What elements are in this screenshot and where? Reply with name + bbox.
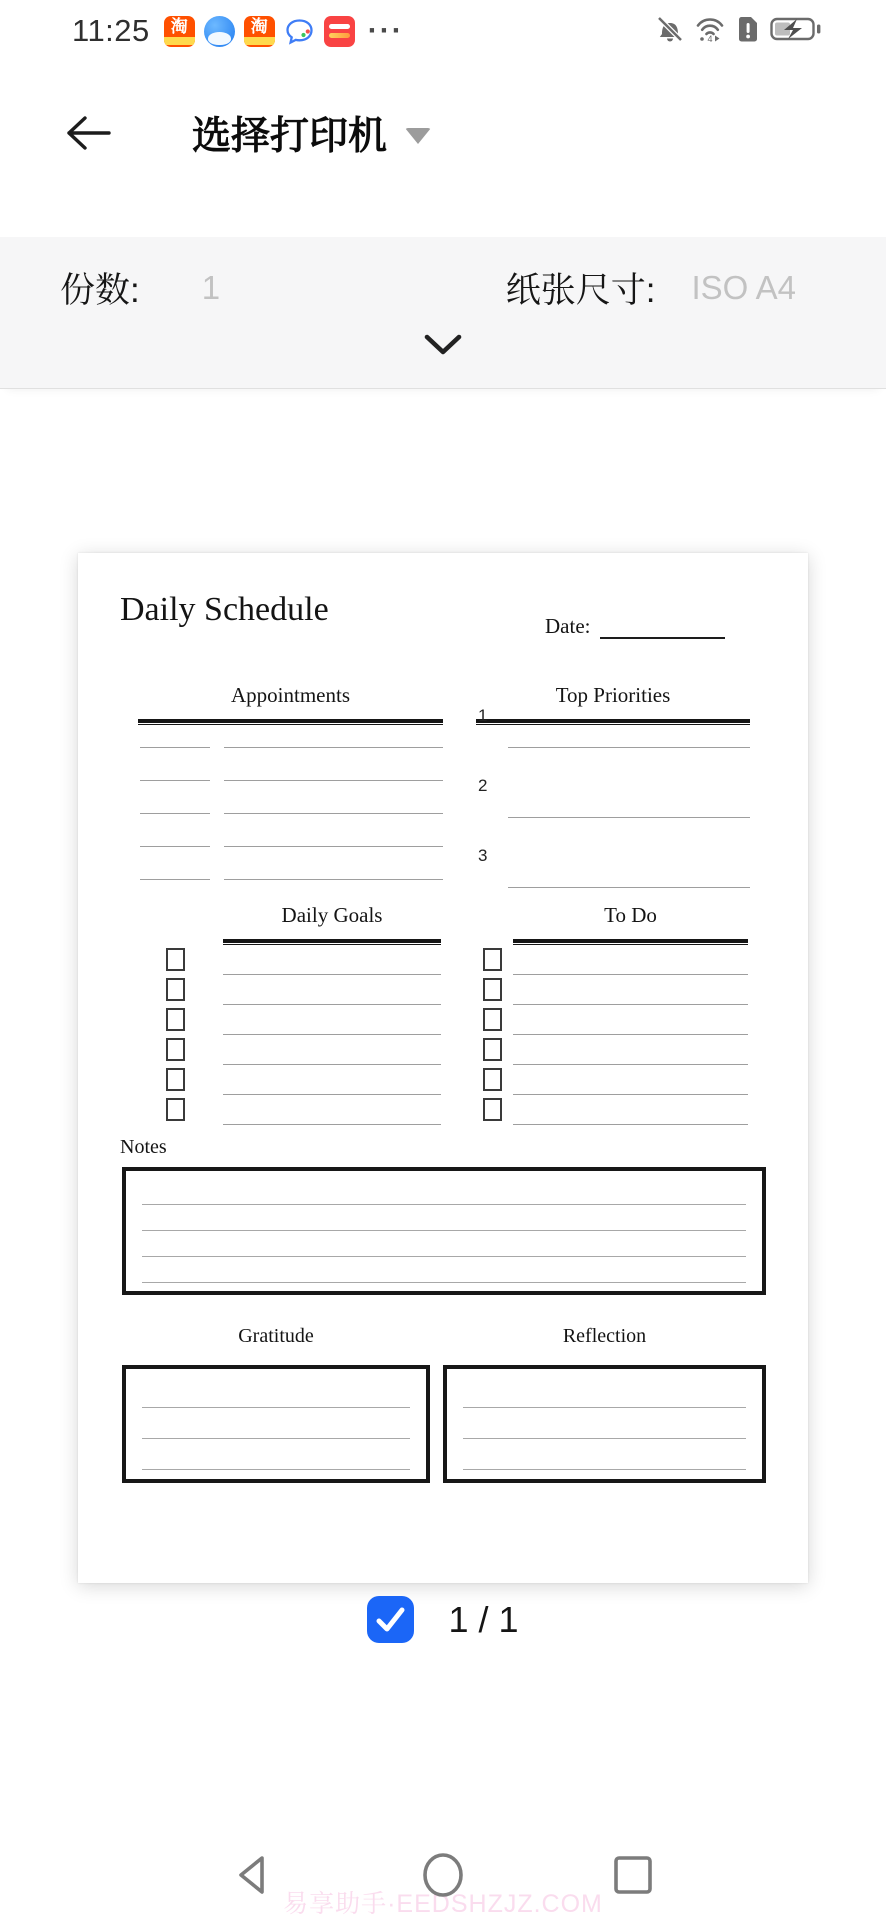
print-settings-bar: [0, 237, 886, 389]
entry-blank-line: [224, 879, 443, 880]
top-priorities-heading: Top Priorities: [555, 683, 671, 707]
header: [0, 92, 886, 174]
expand-settings-button[interactable]: [0, 333, 886, 357]
notification-app-icons: [164, 16, 404, 47]
priority-row: [476, 748, 750, 818]
notes-line: [142, 1257, 746, 1283]
nav-home-button[interactable]: [398, 1845, 488, 1905]
time-blank-line: [140, 813, 210, 814]
reflection-line: [463, 1377, 746, 1408]
printer-selector[interactable]: [192, 105, 431, 161]
date-field: [545, 613, 725, 639]
daily-goals-heading: Daily Goals: [281, 903, 383, 927]
entry-blank-line: [224, 747, 443, 748]
todo-checklist-row: [483, 945, 748, 975]
entry-blank-line: [508, 887, 750, 888]
page-pager: [0, 1596, 886, 1643]
priority-row: [476, 678, 750, 748]
checkbox-square: [166, 1038, 185, 1061]
date-blank-line: [600, 613, 725, 639]
goal-checklist-row: [166, 945, 441, 975]
page-select-checkbox[interactable]: [367, 1596, 414, 1643]
appointments-rows: [140, 715, 443, 880]
sim-alert-icon: [735, 14, 761, 49]
appointment-row: [140, 748, 443, 781]
todo-checklist-row: [483, 1005, 748, 1035]
date-label: Date:: [545, 614, 591, 638]
checkmark-icon: [367, 1596, 414, 1643]
paper-size-value: ISO A4: [691, 269, 796, 306]
nav-recents-button[interactable]: [588, 1845, 678, 1905]
paper-size-label: 纸张尺寸:: [505, 271, 656, 310]
copies-label: 份数:: [60, 271, 140, 310]
page-indicator: 1 / 1: [448, 1598, 519, 1640]
top-priorities-rows: [476, 678, 750, 888]
entry-blank-line: [513, 1124, 748, 1125]
entry-blank-line: [223, 1124, 441, 1125]
status-bar: [0, 0, 886, 62]
notes-box: [122, 1167, 766, 1295]
checkbox-square: [166, 948, 185, 971]
todo-checklist-row: [483, 975, 748, 1005]
todo-checklist-row: [483, 1065, 748, 1095]
clock: 11:25: [72, 13, 150, 48]
chevron-down-icon: [421, 333, 465, 357]
entry-blank-line: [224, 846, 443, 847]
striped-app-icon: [324, 16, 355, 47]
checkbox-square: [166, 1098, 185, 1121]
gratitude-line: [142, 1377, 410, 1408]
notes-heading: Notes: [120, 1136, 167, 1158]
daily-goals-checklist: [166, 945, 441, 1125]
todo-checklist-row: [483, 1035, 748, 1065]
ruled-blank-line: [142, 1282, 746, 1283]
todo-checklist-row: [483, 1095, 748, 1125]
svg-text:4: 4: [707, 33, 713, 44]
chat-bubble-icon: [284, 16, 315, 47]
reflection-box: [443, 1365, 766, 1483]
checkbox-square: [166, 978, 185, 1001]
battery-charging-icon: [770, 15, 822, 48]
appointment-row: [140, 814, 443, 847]
print-preview-page: [78, 553, 808, 1583]
priority-number: 3: [478, 846, 488, 865]
more-notifications-icon: ···: [367, 14, 404, 47]
gratitude-lines: [142, 1377, 410, 1470]
checkbox-square: [483, 1098, 502, 1121]
taobao-icon-2: 淘: [244, 16, 275, 47]
entry-blank-line: [224, 780, 443, 781]
time-blank-line: [140, 747, 210, 748]
nav-home-circle-icon: [420, 1852, 466, 1898]
checkbox-square: [166, 1008, 185, 1031]
appointment-row: [140, 715, 443, 748]
system-status-icons: [655, 14, 822, 49]
goal-checklist-row: [166, 975, 441, 1005]
checkbox-square: [483, 1008, 502, 1031]
reflection-line: [463, 1408, 746, 1439]
reflection-lines: [463, 1377, 746, 1470]
ruled-blank-line: [142, 1469, 410, 1470]
notifications-muted-icon: [655, 14, 685, 49]
gratitude-line: [142, 1439, 410, 1470]
to-do-checklist: [483, 945, 748, 1125]
navigation-bar: [0, 1842, 886, 1908]
entry-blank-line: [224, 813, 443, 814]
notes-lines: [142, 1179, 746, 1283]
notes-line: [142, 1179, 746, 1205]
wifi-icon: [694, 14, 726, 49]
nav-recents-square-icon: [610, 1852, 656, 1898]
time-blank-line: [140, 879, 210, 880]
checkbox-square: [483, 1038, 502, 1061]
appointments-heading: Appointments: [231, 683, 350, 707]
checkbox-square: [483, 948, 502, 971]
copies-value: 1: [201, 269, 221, 306]
goal-checklist-row: [166, 1095, 441, 1125]
nav-back-triangle-icon: [230, 1852, 276, 1898]
checkbox-square: [483, 978, 502, 1001]
notes-line: [142, 1231, 746, 1257]
goal-checklist-row: [166, 1065, 441, 1095]
appointment-row: [140, 781, 443, 814]
document-title: Daily Schedule: [120, 591, 329, 628]
watermark-text: 易享助手·EEDSHZJZ.COM: [283, 1890, 603, 1918]
nav-back-button[interactable]: [208, 1845, 298, 1905]
browser-icon: [204, 16, 235, 47]
goal-checklist-row: [166, 1035, 441, 1065]
ruled-blank-line: [463, 1469, 746, 1470]
priority-number: 2: [478, 776, 488, 795]
back-button[interactable]: [62, 110, 114, 156]
gratitude-box: [122, 1365, 430, 1483]
to-do-heading: To Do: [604, 903, 657, 927]
reflection-heading: Reflection: [562, 1325, 647, 1347]
copies-control[interactable]: [60, 263, 220, 313]
page-title: 选择打印机: [192, 115, 388, 158]
time-blank-line: [140, 846, 210, 847]
notes-line: [142, 1205, 746, 1231]
priority-row: [476, 818, 750, 888]
gratitude-line: [142, 1408, 410, 1439]
back-arrow-icon: [63, 113, 113, 153]
checkbox-square: [483, 1068, 502, 1091]
dropdown-caret-icon: [405, 128, 431, 144]
paper-size-control[interactable]: [506, 263, 796, 313]
appointment-row: [140, 847, 443, 880]
time-blank-line: [140, 780, 210, 781]
taobao-icon: 淘: [164, 16, 195, 47]
gratitude-heading: Gratitude: [238, 1325, 314, 1347]
priority-number: 1: [478, 706, 488, 725]
reflection-line: [463, 1439, 746, 1470]
goal-checklist-row: [166, 1005, 441, 1035]
checkbox-square: [166, 1068, 185, 1091]
